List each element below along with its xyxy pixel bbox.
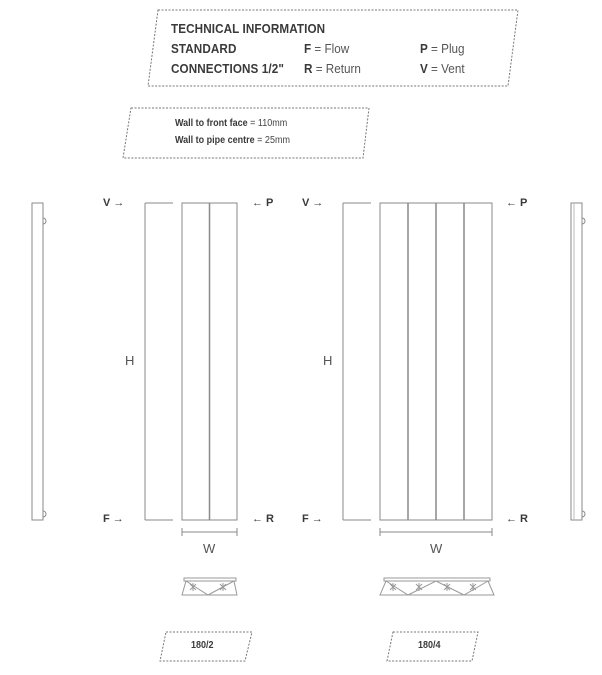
tech-info-standard: STANDARD [171,41,237,56]
legend-return: R = Return [304,61,361,76]
cross-section-180-4 [380,578,494,595]
wall-front-face: Wall to front face = 110mm [175,118,288,129]
width-label: W [203,541,216,556]
wall-pipe-centre: Wall to pipe centre = 25mm [175,135,290,146]
legend-flow: F = Flow [304,41,350,56]
connection-plug-label: ← P [506,197,528,209]
connection-return-label: ← R [506,513,528,525]
model-label-180-4: 180/4 [418,640,441,651]
height-label: H [125,353,135,368]
radiator-180-2 [145,203,237,536]
wall-info-frame [123,108,369,158]
model-label-180-2: 180/2 [191,640,214,651]
cross-section-180-2 [182,578,237,595]
legend-vent: V = Vent [420,61,465,76]
connection-vent-label: V → [302,197,324,209]
connection-flow-label: F → [103,513,124,525]
legend-plug: P = Plug [420,41,465,56]
connection-plug-label: ← P [252,197,274,209]
tech-info-title: TECHNICAL INFORMATION [171,21,326,36]
radiator-180-4 [343,203,492,536]
side-view-right [571,203,585,520]
height-label: H [323,353,333,368]
connection-flow-label: F → [302,513,323,525]
connection-return-label: ← R [252,513,274,525]
side-view-left [32,203,46,520]
tech-info-connections: CONNECTIONS 1/2" [171,61,284,76]
width-label: W [430,541,443,556]
connection-vent-label: V → [103,197,125,209]
